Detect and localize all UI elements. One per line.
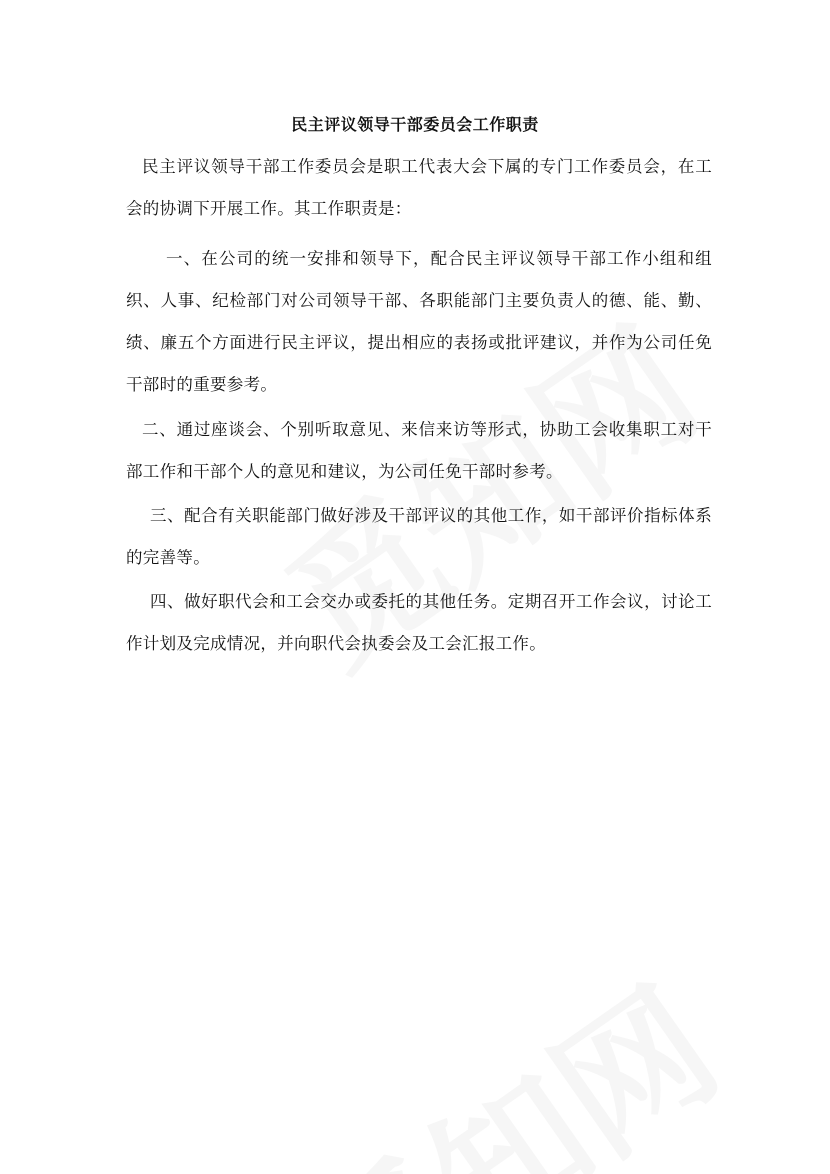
paragraph-item-4: 四、做好职代会和工会交办或委托的其他任务。定期召开工作会议，讨论工作计划及完成情况，并向职代会执委会及工会汇报工作。 bbox=[126, 592, 712, 653]
paragraph-item-2: 二、通过座谈会、个别听取意见、来信来访等形式，协助工会收集职工对干部工作和干部个人的意见和建议，为公司任免干部时参考。 bbox=[126, 420, 712, 481]
paragraph-item-1: 一、在公司的统一安排和领导下，配合民主评议领导干部工作小组和组织、人事、纪检部门对公司领导干部、各职能部门主要负责人的德、能、勤、绩、廉五个方面进行民主评议，提出相应的表扬或批评建议，并作为公司任免干部时的重要参考。 bbox=[126, 249, 712, 394]
paragraph-item-3: 三、配合有关职能部门做好涉及干部评议的其他工作，如干部评价指标体系的完善等。 bbox=[126, 506, 712, 567]
watermark bbox=[259, 930, 752, 1174]
page-title: 民主评议领导干部委员会工作职责 bbox=[291, 115, 539, 134]
paragraph-intro: 民主评议领导干部工作委员会是职工代表大会下属的专门工作委员会，在工会的协调下开展工作。其工作职责是： bbox=[126, 157, 712, 218]
